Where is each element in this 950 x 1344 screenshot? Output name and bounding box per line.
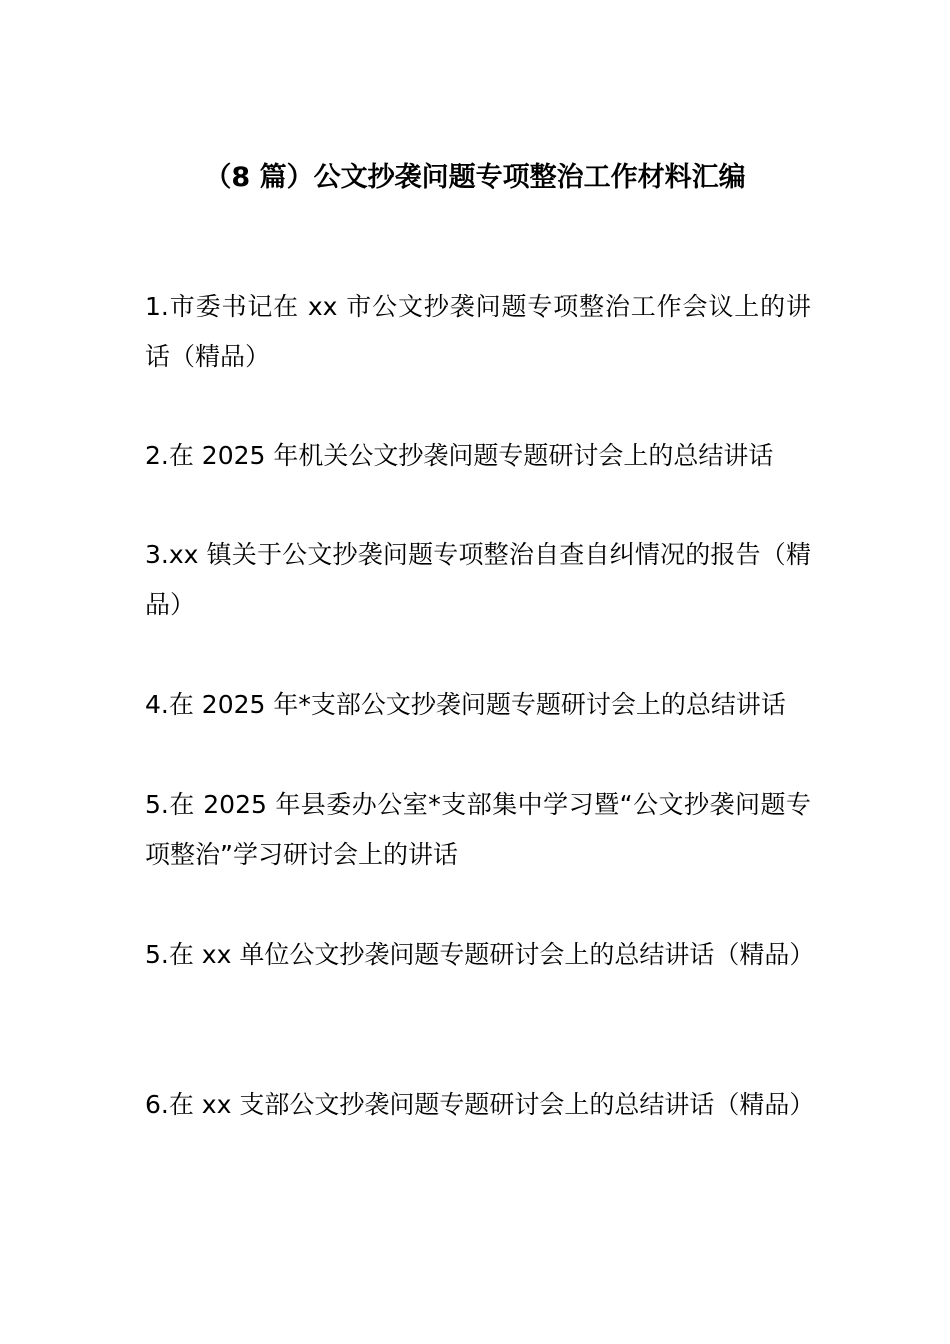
toc-item-4: 4.在 2025 年*支部公文抄袭问题专题研讨会上的总结讲话	[145, 690, 786, 719]
toc-item-6: 5.在 xx 单位公文抄袭问题专题研讨会上的总结讲话（精品）	[145, 940, 815, 969]
toc-item-7: 6.在 xx 支部公文抄袭问题专题研讨会上的总结讲话（精品）	[145, 1090, 815, 1119]
toc-item-2: 2.在 2025 年机关公文抄袭问题专题研讨会上的总结讲话	[145, 441, 774, 470]
toc-item-1: 1.市委书记在 xx 市公文抄袭问题专项整治工作会议上的讲话（精品）	[145, 292, 811, 371]
toc-item-3: 3.xx 镇关于公文抄袭问题专项整治自查自纠情况的报告（精品）	[145, 540, 811, 619]
toc-item-5: 5.在 2025 年县委办公室*支部集中学习暨“公文抄袭问题专项整治”学习研讨会上的讲话	[145, 790, 811, 869]
document-title: （8 篇）公文抄袭问题专项整治工作材料汇编	[204, 162, 746, 193]
